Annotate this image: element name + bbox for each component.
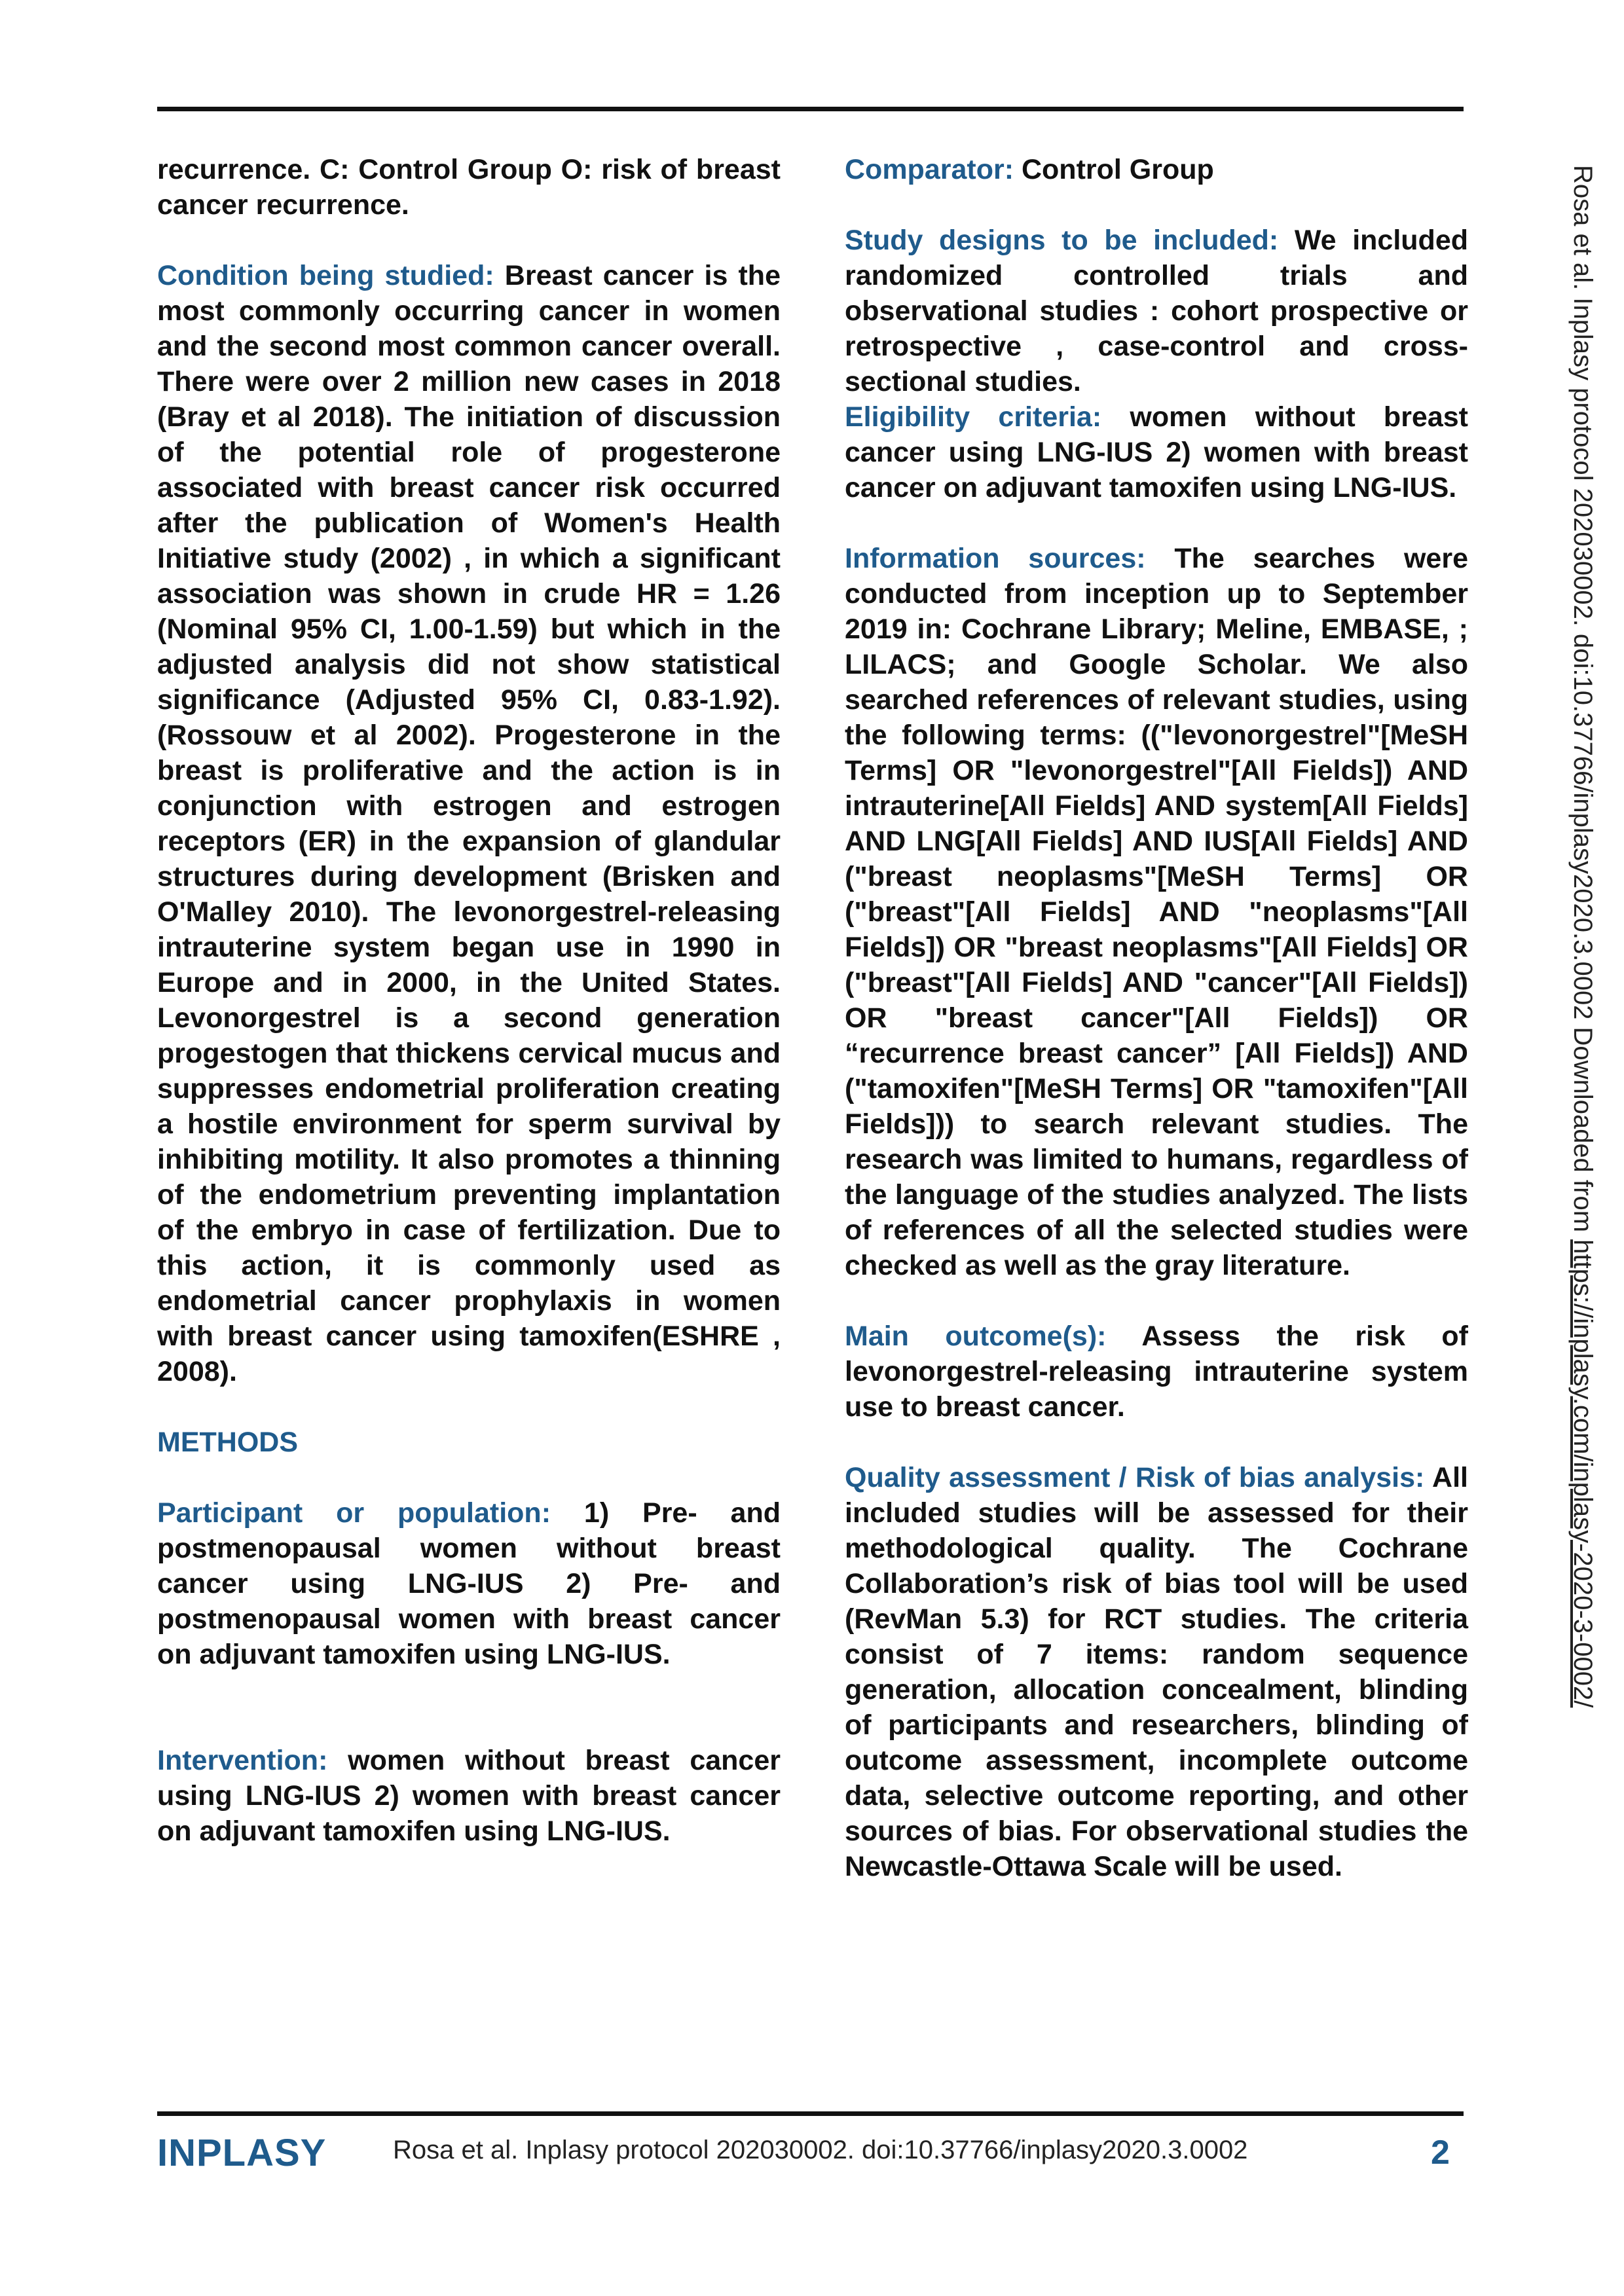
study-designs-text: We included randomized controlled trials and observational studies : cohort prospective or retrospective , case-control and cross-sectional studies. [845, 225, 1468, 397]
eligibility-text: women without breast cancer using LNG-IUS 2) women with breast cancer on adjuvant tamoxifen using LNG-IUS. [845, 401, 1468, 503]
methods-heading: METHODS [157, 1427, 298, 1458]
paragraph-main-outcome [845, 1319, 1468, 1425]
footer-citation: Rosa et al. Inplasy protocol 202030002. doi:10.37766/inplasy2020.3.0002 [393, 2136, 1248, 2164]
paragraph-pico-continuation [157, 152, 781, 223]
main-outcome-label: Main outcome(s): [845, 1321, 1107, 1352]
side-note-text: Rosa et al. Inplasy protocol 202030002. doi:10.37766/inplasy2020.3.0002 Downloaded from [1568, 165, 1597, 1240]
condition-text: Breast cancer is the most commonly occurring cancer in women and the second most common cancer overall. There were over 2 million new cases in 2018 (Bray et al 2018). The initiation of discussion of the potential role of progesterone associated with breast cancer risk occurred after the publication of Women's Health Initiative study (2002) , in which a significant association was shown in crude HR = 1.26 (Nominal 95% CI, 1.00-1.59) but which in the adjusted analysis did not show statistical significance (Adjusted 95% CI, 0.83-1.92). (Rossouw et al 2002). Progesterone in the breast is proliferative and the action is in conjunction with estrogen and estrogen receptors (ER) in the expansion of glandular structures during development (Brisken and O'Malley 2010). The levonorgestrel-releasing intrauterine system began use in 1990 in Europe and in 2000, in the United States. Levonorgestrel is a second generation progestogen that thickens cervical mucus and suppresses endometrial proliferation creating a hostile environment for sperm survival by inhibiting motility. It also promotes a thinning of the endometrium preventing implantation of the embryo in case of fertilization. Due to this action, it is commonly used as endometrial cancer prophylaxis in women with breast cancer using tamoxifen(ESHRE , 2008). [157, 260, 781, 1387]
study-designs-label: Study designs to be included: [845, 225, 1279, 256]
download-link[interactable]: https://inplasy.com/inplasy-2020-3-0002/ [1568, 1239, 1597, 1708]
paragraph-quality-assessment [845, 1460, 1468, 1884]
footer-rule [157, 2111, 1464, 2116]
participants-label: Participant or population: [157, 1497, 551, 1529]
comparator-text: Control Group [1014, 154, 1214, 185]
paragraph-comparator [845, 152, 1468, 187]
eligibility-label: Eligibility criteria: [845, 401, 1102, 433]
paragraph-condition [157, 258, 781, 1389]
side-download-note [1568, 165, 1598, 1854]
footer-brand-logo: INPLASY [157, 2132, 327, 2174]
condition-label: Condition being studied: [157, 260, 494, 291]
page-number: 2 [1431, 2134, 1450, 2172]
paragraph-text: recurrence. C: Control Group O: risk of breast cancer recurrence. [157, 154, 781, 221]
intervention-text: women without breast cancer using LNG-IUS 2) women with breast cancer on adjuvant tamoxifen using LNG-IUS. [157, 1745, 781, 1847]
paragraph-eligibility [845, 399, 1468, 505]
intervention-label: Intervention: [157, 1745, 328, 1776]
main-outcome-text: Assess the risk of levonorgestrel-releasing intrauterine system use to breast cancer. [845, 1321, 1468, 1423]
header-rule [157, 107, 1464, 111]
comparator-label: Comparator: [845, 154, 1014, 185]
left-column [157, 152, 781, 1884]
paragraph-participants [157, 1495, 781, 1672]
information-sources-text: The searches were conducted from inception up to September 2019 in: Cochrane Library; Meline, EMBASE, ; LILACS; and Google Scholar. We also searched references of relevant studies, using the following terms: (("levonorgestrel"[MeSH Terms] OR "levonorgestrel"[All Fields]) AND intrauterine[All Fields] AND system[All Fields] AND LNG[All Fields] AND IUS[All Fields] AND ("breast neoplasms"[MeSH Terms] OR ("breast"[All Fields] AND "neoplasms"[All Fields]) OR "breast neoplasms"[All Fields] OR ("breast"[All Fields] AND "cancer"[All Fields]) OR "breast cancer"[All Fields]) OR “recurrence breast cancer” [All Fields]) AND ("tamoxifen"[MeSH Terms] OR "tamoxifen"[All Fields])) to search relevant studies. The research was limited to humans, regardless of the language of the studies analyzed. The lists of references of all the selected studies were checked as well as the gray literature. [845, 543, 1468, 1281]
quality-assessment-label: Quality assessment / Risk of bias analysis: [845, 1462, 1425, 1493]
participants-text: 1) Pre- and postmenopausal women without breast cancer using LNG-IUS 2) Pre- and postmenopausal women with breast cancer on adjuvant tamoxifen using LNG-IUS. [157, 1497, 781, 1670]
right-column [845, 152, 1468, 1920]
paragraph-information-sources [845, 541, 1468, 1283]
paragraph-study-designs [845, 223, 1468, 399]
information-sources-label: Information sources: [845, 543, 1146, 574]
quality-assessment-text: All included studies will be assessed for their methodological quality. The Cochrane Collaboration’s risk of bias tool will be used (RevMan 5.3) for RCT studies. The criteria consist of 7 items: random sequence generation, allocation concealment, blinding of participants and researchers, blinding of outcome assessment, incomplete outcome data, selective outcome reporting, and other sources of bias. For observational studies the Newcastle-Ottawa Scale will be used. [845, 1462, 1468, 1882]
paragraph-intervention [157, 1743, 781, 1849]
